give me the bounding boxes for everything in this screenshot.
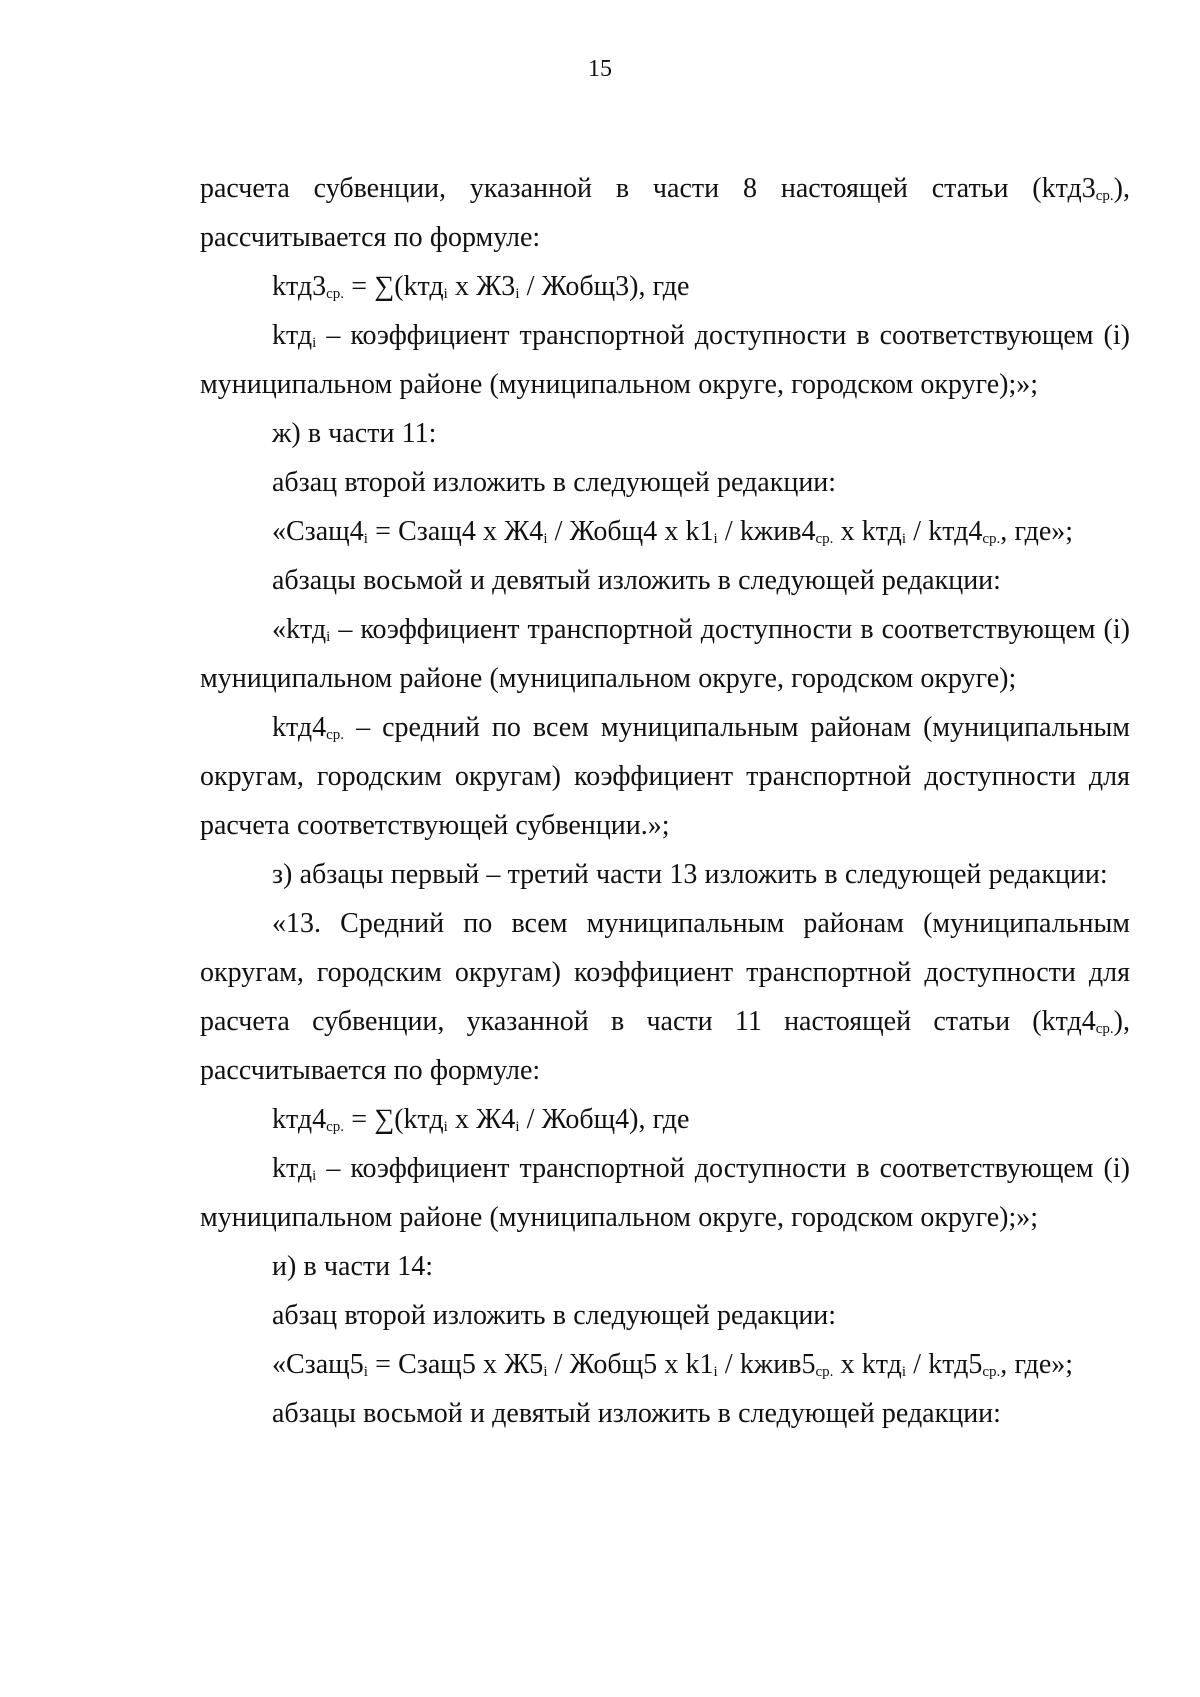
subscript: i bbox=[312, 1168, 317, 1184]
text-run: / Жобщ5 х k1 bbox=[547, 1349, 714, 1380]
subscript: ср. bbox=[982, 531, 1001, 547]
text-run: , где»; bbox=[1000, 1349, 1074, 1380]
subscript: i bbox=[443, 286, 448, 302]
subscript: i bbox=[312, 335, 317, 351]
text-run: / Жобщ4 х k1 bbox=[547, 516, 714, 547]
paragraph-part-13 bbox=[200, 899, 1130, 1095]
text-run: расчета субвенции, указанной в части 8 настоящей статьи (kтд3 bbox=[200, 173, 1096, 204]
subscript: i bbox=[363, 1364, 368, 1380]
text-run: – средний по всем муниципальным районам (муниципальным округам, городским округам) коэффициент транспортной доступности для расчета соответствующей субвенции.»; bbox=[200, 712, 1130, 841]
text-run: х Ж3 bbox=[447, 271, 516, 302]
text-run: – коэффициент транспортной доступности в соответствующем (i) муниципальном районе (муниципальном округе, городском округе);»; bbox=[200, 1153, 1130, 1233]
formula-ktd4 bbox=[200, 1095, 1130, 1144]
subscript: i bbox=[515, 286, 520, 302]
paragraph-ktd-definition bbox=[200, 1144, 1130, 1242]
text-run: = Сзащ5 х Ж5 bbox=[367, 1349, 544, 1380]
text-run: – коэффициент транспортной доступности в соответствующем (i) муниципальном районе (муниципальном округе, городском округе);»; bbox=[200, 320, 1130, 400]
document-body bbox=[200, 164, 1130, 1438]
subscript: i bbox=[326, 629, 331, 645]
text-run: х Ж4 bbox=[447, 1104, 516, 1135]
text-run: / kтд4 bbox=[906, 516, 983, 547]
text-run: / Жобщ4), где bbox=[519, 1104, 690, 1135]
subscript: ср. bbox=[815, 531, 834, 547]
subscript: ср. bbox=[815, 1364, 834, 1380]
paragraph-item-z: з) абзацы первый – третий части 13 изложить в следующей редакции: bbox=[272, 859, 1108, 890]
formula-ktd3 bbox=[200, 262, 1130, 311]
subscript: ср. bbox=[982, 1364, 1001, 1380]
text-run: «Сзащ5 bbox=[272, 1349, 364, 1380]
paragraph-ktd-definition bbox=[200, 605, 1130, 703]
page-number: 15 bbox=[588, 56, 612, 82]
text-run: ), рассчитывается по формуле: bbox=[200, 1006, 1130, 1086]
subscript: ср. bbox=[326, 727, 345, 743]
text-run: х kтд bbox=[833, 1349, 902, 1380]
subscript: i bbox=[443, 1119, 448, 1135]
subscript: i bbox=[543, 1364, 548, 1380]
text-run: – коэффициент транспортной доступности в соответствующем (i) муниципальном районе (муниципальном округе, городском округе); bbox=[200, 614, 1130, 694]
text-run: kтд4 bbox=[272, 712, 327, 743]
text-run: ), bbox=[1113, 173, 1130, 204]
paragraph-ktd-definition bbox=[200, 311, 1130, 409]
text-run: kтд bbox=[272, 320, 313, 351]
formula-szasch5 bbox=[200, 1340, 1130, 1389]
text-run: , где»; bbox=[1000, 516, 1074, 547]
paragraph-line: абзацы восьмой и девятый изложить в следующей редакции: bbox=[272, 565, 1001, 596]
text-run: = Сзащ4 х Ж4 bbox=[367, 516, 544, 547]
paragraph-line: рассчитывается по формуле: bbox=[200, 222, 541, 253]
text-run: / kжив5 bbox=[717, 1349, 816, 1380]
paragraph-ktd4-definition bbox=[200, 703, 1130, 850]
paragraph-line: абзац второй изложить в следующей редакции: bbox=[272, 1300, 837, 1331]
paragraph-line: абзац второй изложить в следующей редакции: bbox=[272, 467, 837, 498]
text-run: kтд4 bbox=[272, 1104, 327, 1135]
subscript: ср. bbox=[326, 1119, 345, 1135]
subscript: i bbox=[901, 1364, 907, 1380]
subscript: i bbox=[713, 531, 718, 547]
text-run: = ∑(kтд bbox=[344, 1104, 444, 1135]
paragraph-item-i: и) в части 14: bbox=[272, 1251, 434, 1282]
subscript: i bbox=[901, 531, 907, 547]
text-run: х kтд bbox=[833, 516, 902, 547]
subscript: i bbox=[363, 531, 368, 547]
subscript: ср. bbox=[1095, 188, 1114, 204]
formula-szasch4 bbox=[200, 507, 1130, 556]
text-run: / kтд5 bbox=[906, 1349, 983, 1380]
text-run: / Жобщ3), где bbox=[519, 271, 690, 302]
text-run: «Сзащ4 bbox=[272, 516, 364, 547]
subscript: i bbox=[713, 1364, 718, 1380]
text-run: «13. Средний по всем муниципальным районам (муниципальным округам, городским округам) коэффициент транспортной доступности для расчета субвенции, указанной в части 11 настоящей статьи (kтд4 bbox=[200, 908, 1130, 1037]
subscript: i bbox=[543, 531, 548, 547]
subscript: ср. bbox=[326, 286, 345, 302]
paragraph-item-zh: ж) в части 11: bbox=[272, 418, 437, 449]
text-run: kтд bbox=[272, 1153, 313, 1184]
subscript: ср. bbox=[1095, 1021, 1114, 1037]
text-run: «kтд bbox=[272, 614, 327, 645]
paragraph-continuation bbox=[200, 164, 1130, 213]
paragraph-line: абзацы восьмой и девятый изложить в следующей редакции: bbox=[272, 1398, 1001, 1429]
text-run: / kжив4 bbox=[717, 516, 816, 547]
subscript: i bbox=[515, 1119, 520, 1135]
text-run: = ∑(kтд bbox=[344, 271, 444, 302]
text-run: kтд3 bbox=[272, 271, 327, 302]
